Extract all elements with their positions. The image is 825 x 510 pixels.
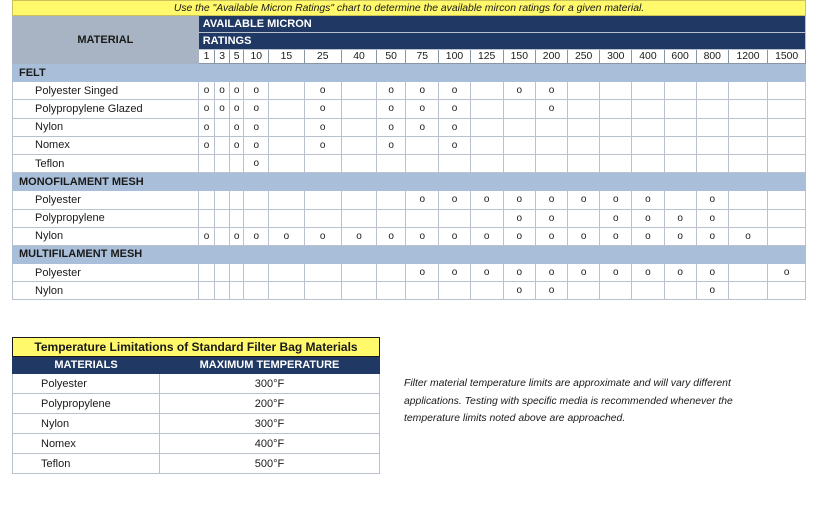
rating-mark: o bbox=[406, 82, 439, 100]
rating-mark: o bbox=[198, 227, 215, 245]
rating-mark: o bbox=[696, 209, 728, 227]
rating-mark: o bbox=[406, 191, 439, 209]
rating-cell-empty bbox=[470, 154, 503, 172]
temperature-row bbox=[13, 374, 380, 394]
material-row bbox=[13, 227, 806, 245]
rating-cell-empty bbox=[664, 118, 696, 136]
rating-cell-empty bbox=[664, 100, 696, 118]
rating-header-5: 5 bbox=[229, 50, 244, 64]
rating-mark: o bbox=[406, 100, 439, 118]
rating-cell-empty bbox=[341, 191, 376, 209]
rating-mark: o bbox=[696, 227, 728, 245]
rating-mark: o bbox=[229, 118, 244, 136]
temperature-row bbox=[13, 394, 380, 414]
rating-mark: o bbox=[341, 227, 376, 245]
temperature-row bbox=[13, 434, 380, 454]
rating-mark: o bbox=[439, 191, 470, 209]
rating-cell-empty bbox=[728, 191, 767, 209]
rating-mark: o bbox=[215, 82, 230, 100]
rating-cell-empty bbox=[503, 100, 535, 118]
rating-cell-empty bbox=[664, 191, 696, 209]
rating-cell-empty bbox=[244, 264, 269, 282]
rating-cell-empty bbox=[406, 154, 439, 172]
rating-mark: o bbox=[215, 100, 230, 118]
rating-cell-empty bbox=[269, 82, 304, 100]
rating-cell-empty bbox=[728, 82, 767, 100]
rating-header-50: 50 bbox=[377, 50, 406, 64]
rating-header-100: 100 bbox=[439, 50, 470, 64]
rating-cell-empty bbox=[632, 82, 664, 100]
temperature-note: Filter material temperature limits are approximate and will vary different applications. Testing with specific media is recommended whenever the temperature limits noted above are approached. bbox=[404, 378, 733, 424]
rating-cell-empty bbox=[215, 118, 230, 136]
rating-cell-empty bbox=[632, 154, 664, 172]
rating-cell-empty bbox=[229, 264, 244, 282]
material-header: MATERIAL bbox=[13, 16, 199, 64]
category-row bbox=[13, 173, 806, 191]
rating-cell-empty bbox=[341, 118, 376, 136]
rating-cell-empty bbox=[244, 191, 269, 209]
rating-cell-empty bbox=[470, 282, 503, 300]
rating-mark: o bbox=[304, 136, 341, 154]
rating-header-1200: 1200 bbox=[728, 50, 767, 64]
rating-mark: o bbox=[229, 100, 244, 118]
rating-cell-empty bbox=[229, 191, 244, 209]
rating-mark: o bbox=[696, 264, 728, 282]
rating-mark: o bbox=[568, 264, 600, 282]
rating-header-15: 15 bbox=[269, 50, 304, 64]
rating-mark: o bbox=[632, 191, 664, 209]
rating-mark: o bbox=[632, 227, 664, 245]
temperature-title: Temperature Limitations of Standard Filter Bag Materials bbox=[13, 338, 380, 357]
rating-cell-empty bbox=[269, 209, 304, 227]
material-name: Nomex bbox=[13, 136, 199, 154]
rating-mark: o bbox=[535, 82, 567, 100]
rating-mark: o bbox=[198, 82, 215, 100]
rating-mark: o bbox=[439, 82, 470, 100]
rating-header-600: 600 bbox=[664, 50, 696, 64]
rating-cell-empty bbox=[229, 209, 244, 227]
rating-mark: o bbox=[304, 100, 341, 118]
temperature-materials-header: MATERIALS bbox=[13, 357, 160, 374]
rating-header-40: 40 bbox=[341, 50, 376, 64]
rating-cell-empty bbox=[768, 118, 806, 136]
rating-mark: o bbox=[503, 227, 535, 245]
rating-mark: o bbox=[568, 191, 600, 209]
rating-cell-empty bbox=[664, 154, 696, 172]
rating-cell-empty bbox=[568, 136, 600, 154]
rating-cell-empty bbox=[768, 100, 806, 118]
rating-mark: o bbox=[600, 227, 632, 245]
rating-cell-empty bbox=[568, 82, 600, 100]
rating-cell-empty bbox=[406, 136, 439, 154]
rating-cell-empty bbox=[215, 282, 230, 300]
rating-cell-empty bbox=[470, 136, 503, 154]
rating-mark: o bbox=[377, 82, 406, 100]
category-label: MULTIFILAMENT MESH bbox=[13, 245, 806, 263]
rating-mark: o bbox=[269, 227, 304, 245]
rating-cell-empty bbox=[269, 118, 304, 136]
rating-mark: o bbox=[696, 282, 728, 300]
rating-mark: o bbox=[632, 264, 664, 282]
rating-mark: o bbox=[696, 191, 728, 209]
rating-mark: o bbox=[244, 118, 269, 136]
category-row bbox=[13, 64, 806, 82]
rating-cell-empty bbox=[406, 209, 439, 227]
rating-cell-empty bbox=[377, 282, 406, 300]
temperature-value: 300°F bbox=[160, 414, 380, 434]
rating-cell-empty bbox=[728, 282, 767, 300]
rating-header-400: 400 bbox=[632, 50, 664, 64]
rating-mark: o bbox=[244, 82, 269, 100]
rating-cell-empty bbox=[632, 282, 664, 300]
rating-mark: o bbox=[229, 227, 244, 245]
rating-mark: o bbox=[377, 227, 406, 245]
rating-mark: o bbox=[439, 136, 470, 154]
material-row bbox=[13, 100, 806, 118]
rating-mark: o bbox=[535, 209, 567, 227]
material-name: Nylon bbox=[13, 282, 199, 300]
rating-mark: o bbox=[377, 100, 406, 118]
rating-cell-empty bbox=[198, 209, 215, 227]
temperature-material: Teflon bbox=[13, 454, 160, 474]
rating-header-3: 3 bbox=[215, 50, 230, 64]
rating-cell-empty bbox=[600, 118, 632, 136]
rating-cell-empty bbox=[215, 264, 230, 282]
rating-cell-empty bbox=[664, 136, 696, 154]
rating-cell-empty bbox=[632, 100, 664, 118]
temperature-material: Nomex bbox=[13, 434, 160, 454]
micron-ratings-table bbox=[12, 0, 806, 300]
rating-cell-empty bbox=[341, 209, 376, 227]
material-name: Nylon bbox=[13, 118, 199, 136]
rating-cell-empty bbox=[503, 118, 535, 136]
rating-header-125: 125 bbox=[470, 50, 503, 64]
category-label: MONOFILAMENT MESH bbox=[13, 173, 806, 191]
rating-cell-empty bbox=[664, 282, 696, 300]
rating-cell-empty bbox=[568, 100, 600, 118]
rating-cell-empty bbox=[568, 209, 600, 227]
rating-mark: o bbox=[632, 209, 664, 227]
rating-cell-empty bbox=[304, 191, 341, 209]
rating-cell-empty bbox=[600, 100, 632, 118]
rating-cell-empty bbox=[696, 100, 728, 118]
rating-cell-empty bbox=[439, 209, 470, 227]
temperature-material: Polyester bbox=[13, 374, 160, 394]
temperature-value: 300°F bbox=[160, 374, 380, 394]
rating-mark: o bbox=[664, 264, 696, 282]
rating-mark: o bbox=[600, 209, 632, 227]
temperature-value: 500°F bbox=[160, 454, 380, 474]
rating-cell-empty bbox=[728, 136, 767, 154]
rating-cell-empty bbox=[377, 209, 406, 227]
rating-mark: o bbox=[304, 118, 341, 136]
rating-cell-empty bbox=[768, 209, 806, 227]
rating-cell-empty bbox=[768, 136, 806, 154]
rating-mark: o bbox=[503, 282, 535, 300]
rating-cell-empty bbox=[728, 118, 767, 136]
rating-mark: o bbox=[229, 136, 244, 154]
rating-cell-empty bbox=[535, 154, 567, 172]
rating-mark: o bbox=[535, 282, 567, 300]
rating-header-200: 200 bbox=[535, 50, 567, 64]
rating-cell-empty bbox=[341, 136, 376, 154]
rating-header-250: 250 bbox=[568, 50, 600, 64]
rating-cell-empty bbox=[269, 264, 304, 282]
material-row bbox=[13, 282, 806, 300]
rating-mark: o bbox=[535, 227, 567, 245]
rating-cell-empty bbox=[728, 209, 767, 227]
rating-cell-empty bbox=[198, 154, 215, 172]
rating-cell-empty bbox=[341, 100, 376, 118]
material-row bbox=[13, 118, 806, 136]
rating-cell-empty bbox=[215, 191, 230, 209]
rating-cell-empty bbox=[269, 136, 304, 154]
rating-cell-empty bbox=[341, 82, 376, 100]
rating-mark: o bbox=[664, 227, 696, 245]
temperature-value: 400°F bbox=[160, 434, 380, 454]
material-row bbox=[13, 209, 806, 227]
rating-cell-empty bbox=[341, 282, 376, 300]
rating-cell-empty bbox=[600, 154, 632, 172]
rating-mark: o bbox=[406, 118, 439, 136]
rating-mark: o bbox=[503, 191, 535, 209]
rating-mark: o bbox=[377, 118, 406, 136]
rating-cell-empty bbox=[406, 282, 439, 300]
material-row bbox=[13, 136, 806, 154]
rating-cell-empty bbox=[439, 282, 470, 300]
rating-cell-empty bbox=[696, 118, 728, 136]
rating-mark: o bbox=[439, 264, 470, 282]
rating-cell-empty bbox=[696, 154, 728, 172]
rating-cell-empty bbox=[341, 264, 376, 282]
rating-cell-empty bbox=[470, 118, 503, 136]
rating-cell-empty bbox=[198, 282, 215, 300]
rating-mark: o bbox=[535, 100, 567, 118]
rating-mark: o bbox=[439, 227, 470, 245]
rating-cell-empty bbox=[768, 282, 806, 300]
rating-cell-empty bbox=[728, 264, 767, 282]
material-name: Polyester Singed bbox=[13, 82, 199, 100]
rating-mark: o bbox=[503, 82, 535, 100]
rating-cell-empty bbox=[535, 118, 567, 136]
rating-cell-empty bbox=[768, 191, 806, 209]
rating-mark: o bbox=[728, 227, 767, 245]
rating-cell-empty bbox=[470, 82, 503, 100]
rating-header-800: 800 bbox=[696, 50, 728, 64]
rating-cell-empty bbox=[632, 136, 664, 154]
material-name: Polypropylene Glazed bbox=[13, 100, 199, 118]
rating-cell-empty bbox=[768, 82, 806, 100]
rating-cell-empty bbox=[269, 154, 304, 172]
rating-mark: o bbox=[377, 136, 406, 154]
rating-mark: o bbox=[439, 118, 470, 136]
available-header-line1: AVAILABLE MICRON bbox=[198, 16, 805, 33]
rating-cell-empty bbox=[503, 136, 535, 154]
rating-cell-empty bbox=[269, 191, 304, 209]
rating-cell-empty bbox=[728, 100, 767, 118]
rating-cell-empty bbox=[269, 100, 304, 118]
temperature-material: Nylon bbox=[13, 414, 160, 434]
rating-cell-empty bbox=[470, 100, 503, 118]
rating-mark: o bbox=[244, 100, 269, 118]
rating-cell-empty bbox=[269, 282, 304, 300]
rating-cell-empty bbox=[304, 209, 341, 227]
rating-cell-empty bbox=[377, 264, 406, 282]
rating-mark: o bbox=[229, 82, 244, 100]
rating-cell-empty bbox=[304, 282, 341, 300]
temperature-value: 200°F bbox=[160, 394, 380, 414]
rating-header-25: 25 bbox=[304, 50, 341, 64]
rating-cell-empty bbox=[600, 82, 632, 100]
material-name: Polyester bbox=[13, 264, 199, 282]
rating-mark: o bbox=[600, 191, 632, 209]
rating-mark: o bbox=[244, 227, 269, 245]
available-header-line2: RATINGS bbox=[198, 33, 805, 50]
temperature-material: Polypropylene bbox=[13, 394, 160, 414]
rating-mark: o bbox=[503, 209, 535, 227]
material-row bbox=[13, 191, 806, 209]
rating-mark: o bbox=[198, 100, 215, 118]
rating-mark: o bbox=[406, 264, 439, 282]
category-label: FELT bbox=[13, 64, 806, 82]
rating-cell-empty bbox=[503, 154, 535, 172]
material-name: Teflon bbox=[13, 154, 199, 172]
rating-mark: o bbox=[664, 209, 696, 227]
rating-header-300: 300 bbox=[600, 50, 632, 64]
rating-cell-empty bbox=[568, 118, 600, 136]
temperature-row bbox=[13, 454, 380, 474]
rating-cell-empty bbox=[229, 154, 244, 172]
rating-cell-empty bbox=[341, 154, 376, 172]
rating-mark: o bbox=[470, 264, 503, 282]
rating-cell-empty bbox=[535, 136, 567, 154]
rating-cell-empty bbox=[377, 191, 406, 209]
rating-header-150: 150 bbox=[503, 50, 535, 64]
rating-cell-empty bbox=[696, 82, 728, 100]
temperature-row bbox=[13, 414, 380, 434]
rating-cell-empty bbox=[439, 154, 470, 172]
rating-cell-empty bbox=[728, 154, 767, 172]
rating-cell-empty bbox=[696, 136, 728, 154]
rating-mark: o bbox=[304, 227, 341, 245]
rating-cell-empty bbox=[377, 154, 406, 172]
rating-cell-empty bbox=[600, 136, 632, 154]
rating-mark: o bbox=[244, 154, 269, 172]
rating-header-1500: 1500 bbox=[768, 50, 806, 64]
rating-mark: o bbox=[439, 100, 470, 118]
rating-cell-empty bbox=[244, 209, 269, 227]
rating-mark: o bbox=[768, 264, 806, 282]
rating-cell-empty bbox=[768, 154, 806, 172]
rating-mark: o bbox=[304, 82, 341, 100]
rating-cell-empty bbox=[664, 82, 696, 100]
category-row bbox=[13, 245, 806, 263]
rating-cell-empty bbox=[768, 227, 806, 245]
material-name: Polyester bbox=[13, 191, 199, 209]
rating-header-75: 75 bbox=[406, 50, 439, 64]
rating-mark: o bbox=[535, 264, 567, 282]
rating-cell-empty bbox=[304, 154, 341, 172]
rating-cell-empty bbox=[600, 282, 632, 300]
rating-cell-empty bbox=[304, 264, 341, 282]
rating-mark: o bbox=[568, 227, 600, 245]
rating-mark: o bbox=[600, 264, 632, 282]
temperature-table bbox=[12, 337, 380, 474]
rating-mark: o bbox=[470, 191, 503, 209]
rating-cell-empty bbox=[229, 282, 244, 300]
rating-mark: o bbox=[470, 227, 503, 245]
rating-mark: o bbox=[503, 264, 535, 282]
rating-cell-empty bbox=[198, 191, 215, 209]
rating-mark: o bbox=[244, 136, 269, 154]
material-name: Polypropylene bbox=[13, 209, 199, 227]
rating-cell-empty bbox=[568, 154, 600, 172]
rating-mark: o bbox=[535, 191, 567, 209]
rating-header-10: 10 bbox=[244, 50, 269, 64]
rating-mark: o bbox=[198, 136, 215, 154]
rating-header-1: 1 bbox=[198, 50, 215, 64]
rating-cell-empty bbox=[215, 154, 230, 172]
rating-cell-empty bbox=[215, 227, 230, 245]
rating-mark: o bbox=[406, 227, 439, 245]
material-name: Nylon bbox=[13, 227, 199, 245]
rating-cell-empty bbox=[215, 136, 230, 154]
instruction-text: Use the "Available Micron Ratings" chart to determine the available mircon ratings for a given material. bbox=[13, 1, 806, 16]
rating-cell-empty bbox=[198, 264, 215, 282]
material-row bbox=[13, 82, 806, 100]
rating-cell-empty bbox=[632, 118, 664, 136]
material-row bbox=[13, 264, 806, 282]
temperature-max-header: MAXIMUM TEMPERATURE bbox=[160, 357, 380, 374]
material-row bbox=[13, 154, 806, 172]
rating-cell-empty bbox=[568, 282, 600, 300]
rating-cell-empty bbox=[470, 209, 503, 227]
rating-cell-empty bbox=[244, 282, 269, 300]
rating-cell-empty bbox=[215, 209, 230, 227]
rating-mark: o bbox=[198, 118, 215, 136]
